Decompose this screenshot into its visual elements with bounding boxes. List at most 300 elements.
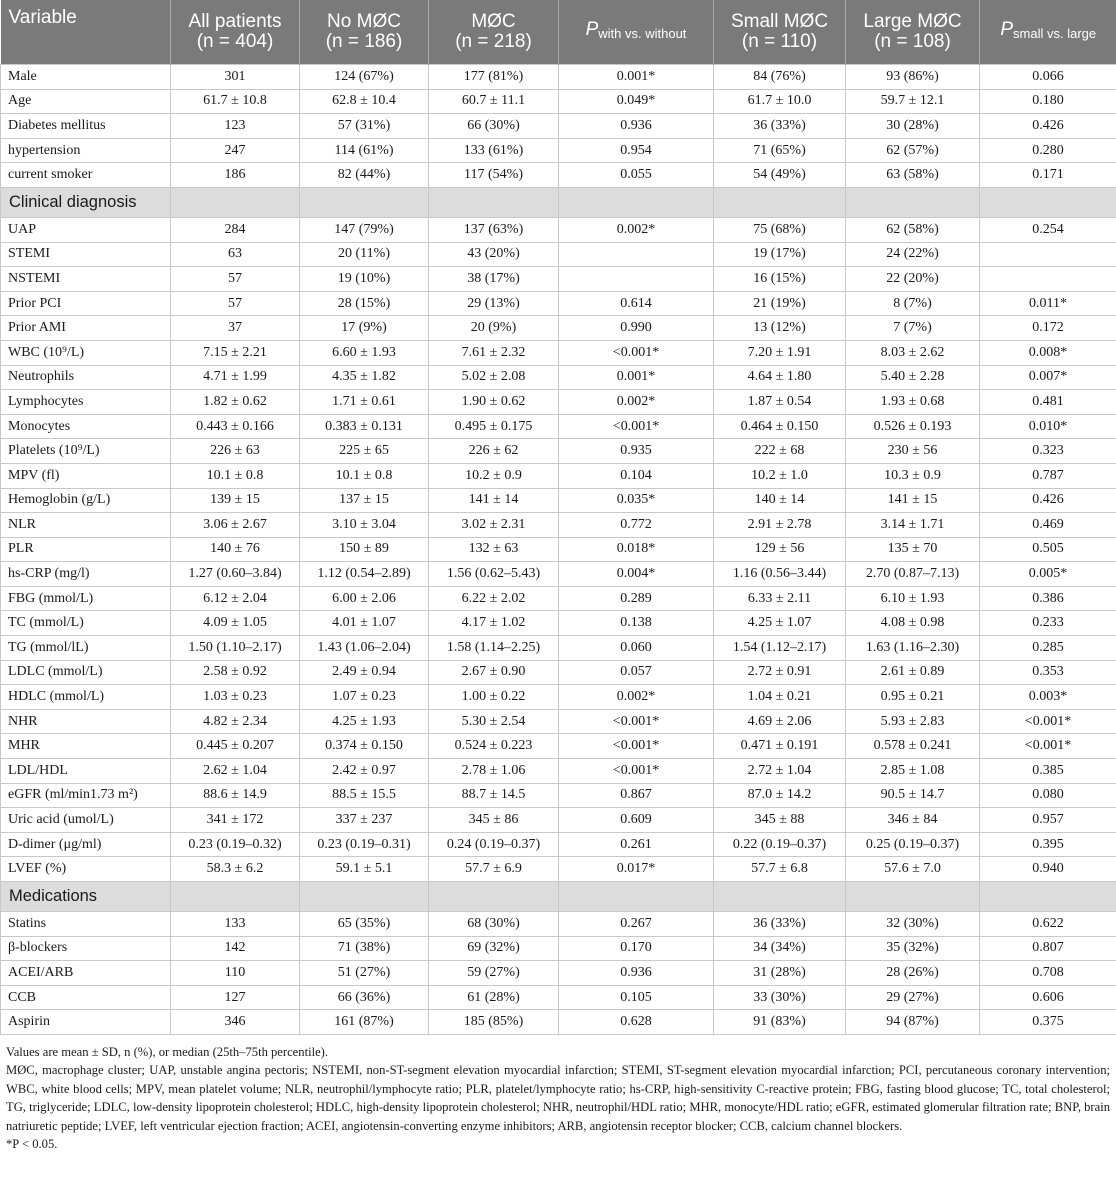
value-cell: 16 (15%) [714,267,846,292]
value-cell: 0.049* [559,89,714,114]
variable-cell: Uric acid (umol/L) [1,808,171,833]
value-cell: 10.1 ± 0.8 [300,463,429,488]
value-cell: 0.622 [980,912,1116,937]
table-row [1,488,1116,513]
value-cell: 0.104 [559,463,714,488]
value-cell: <0.001* [559,734,714,759]
table-row [1,611,1116,636]
variable-cell: UAP [1,217,171,242]
section-row [1,187,1116,217]
value-cell: 4.82 ± 2.34 [171,709,300,734]
value-cell: 1.27 (0.60–3.84) [171,562,300,587]
value-cell: 0.481 [980,390,1116,415]
value-cell: 0.708 [980,961,1116,986]
value-cell: 247 [171,138,300,163]
value-cell: 0.001* [559,365,714,390]
value-cell: 19 (10%) [300,267,429,292]
value-cell: 0.002* [559,685,714,710]
value-cell: 0.936 [559,114,714,139]
value-cell: 65 (35%) [300,912,429,937]
value-cell: 1.71 ± 0.61 [300,390,429,415]
value-cell: 114 (61%) [300,138,429,163]
value-cell: 2.62 ± 1.04 [171,759,300,784]
value-cell: 0.495 ± 0.175 [429,414,559,439]
variable-cell: STEMI [1,242,171,267]
variable-cell: MHR [1,734,171,759]
value-cell: 17 (9%) [300,316,429,341]
value-cell: 57.7 ± 6.8 [714,857,846,882]
table-row [1,291,1116,316]
value-cell: 0.469 [980,513,1116,538]
value-cell: 0.105 [559,985,714,1010]
section-empty-cell [171,187,300,217]
value-cell: 137 (63%) [429,217,559,242]
value-cell: 139 ± 15 [171,488,300,513]
variable-cell: HDLC (mmol/L) [1,685,171,710]
value-cell: 2.70 (0.87–7.13) [846,562,980,587]
value-cell: 63 (58%) [846,163,980,188]
value-cell: 0.471 ± 0.191 [714,734,846,759]
table-row [1,217,1116,242]
header-large-moc: Large MØC (n = 108) [846,0,980,65]
value-cell: 7.20 ± 1.91 [714,340,846,365]
value-cell: 1.54 (1.12–2.17) [714,636,846,661]
header-all-patients: All patients (n = 404) [171,0,300,65]
value-cell: 225 ± 65 [300,439,429,464]
header-small-moc: Small MØC (n = 110) [714,0,846,65]
value-cell: 1.87 ± 0.54 [714,390,846,415]
footnote-values: Values are mean ± SD, n (%), or median (25th–75th percentile). [6,1044,329,1059]
value-cell: 0.066 [980,65,1116,90]
section-empty-cell [980,187,1116,217]
variable-cell: Statins [1,912,171,937]
value-cell: 0.23 (0.19–0.31) [300,832,429,857]
value-cell: 0.080 [980,783,1116,808]
value-cell: 36 (33%) [714,912,846,937]
table-row [1,316,1116,341]
variable-cell: Monocytes [1,414,171,439]
value-cell: 0.990 [559,316,714,341]
variable-cell: D-dimer (μg/ml) [1,832,171,857]
value-cell: 0.25 (0.19–0.37) [846,832,980,857]
value-cell: 37 [171,316,300,341]
value-cell: 3.06 ± 2.67 [171,513,300,538]
value-cell: 226 ± 62 [429,439,559,464]
value-cell: 345 ± 86 [429,808,559,833]
variable-cell: Male [1,65,171,90]
value-cell: 4.25 ± 1.93 [300,709,429,734]
value-cell: 1.12 (0.54–2.89) [300,562,429,587]
value-cell: 341 ± 172 [171,808,300,833]
value-cell: 36 (33%) [714,114,846,139]
table-row [1,65,1116,90]
value-cell: 0.005* [980,562,1116,587]
value-cell: 93 (86%) [846,65,980,90]
value-cell: 0.057 [559,660,714,685]
value-cell: 57 (31%) [300,114,429,139]
value-cell: 1.04 ± 0.21 [714,685,846,710]
value-cell: 284 [171,217,300,242]
table-row [1,414,1116,439]
value-cell: 0.609 [559,808,714,833]
variable-cell: TG (mmol/lL) [1,636,171,661]
value-cell: 0.807 [980,936,1116,961]
footnote-abbreviations: MØC, macrophage cluster; UAP, unstable angina pectoris; NSTEMI, non-ST-segment elevation myocardial infarction; STEMI, ST-segment elevation myocardial infarction; PCI, percutaneous coronary intervention; WBC, white blood cells; MPV, mean platelet volume; NLR, neutrophil/lymphocyte ratio; PLR, platelet/lymphocyte ratio; hs-CRP, high-sensitivity C-reactive protein; FBG, fasting blood glucose; TC, total cholesterol; TG, triglyceride; LDLC, low-density lipoprotein cholesterol; HDLC, high-density lipoprotein cholesterol; NHR, neutrophil/HDL ratio; MHR, monocyte/HDL ratio; eGFR, estimated glomerular filtration rate; BNP, brain natriuretic peptide; LVEF, left ventricular ejection fraction; ACEI, angiotensin-converting enzyme inhibitors; ARB, angiotensin receptor blocker; CCB, calcium channel blockers. [6,1063,1110,1133]
value-cell: 90.5 ± 14.7 [846,783,980,808]
variable-cell: Prior PCI [1,291,171,316]
value-cell: 21 (19%) [714,291,846,316]
value-cell: 0.010* [980,414,1116,439]
table-footnotes [0,1035,1116,1154]
value-cell: 84 (76%) [714,65,846,90]
section-title: Medications [1,882,171,912]
variable-cell: Neutrophils [1,365,171,390]
variable-cell: current smoker [1,163,171,188]
value-cell: 35 (32%) [846,936,980,961]
table-row [1,439,1116,464]
value-cell: <0.001* [980,734,1116,759]
section-empty-cell [300,882,429,912]
value-cell: 61.7 ± 10.8 [171,89,300,114]
value-cell: 0.383 ± 0.131 [300,414,429,439]
value-cell: 0.443 ± 0.166 [171,414,300,439]
value-cell: 0.170 [559,936,714,961]
table-row [1,912,1116,937]
table-row [1,138,1116,163]
value-cell: 2.61 ± 0.89 [846,660,980,685]
value-cell: 0.426 [980,114,1116,139]
value-cell: 43 (20%) [429,242,559,267]
value-cell: 71 (38%) [300,936,429,961]
value-cell: 0.008* [980,340,1116,365]
value-cell: 1.82 ± 0.62 [171,390,300,415]
value-cell: 129 ± 56 [714,537,846,562]
value-cell: 29 (27%) [846,985,980,1010]
section-empty-cell [171,882,300,912]
value-cell: 337 ± 237 [300,808,429,833]
value-cell: 8 (7%) [846,291,980,316]
value-cell: 4.09 ± 1.05 [171,611,300,636]
value-cell: 0.24 (0.19–0.37) [429,832,559,857]
value-cell: 0.936 [559,961,714,986]
value-cell: 4.64 ± 1.80 [714,365,846,390]
variable-cell: Lymphocytes [1,390,171,415]
value-cell: 71 (65%) [714,138,846,163]
value-cell: 88.7 ± 14.5 [429,783,559,808]
value-cell [559,267,714,292]
value-cell: 88.6 ± 14.9 [171,783,300,808]
value-cell: 147 (79%) [300,217,429,242]
value-cell: 222 ± 68 [714,439,846,464]
header-no-moc: No MØC (n = 186) [300,0,429,65]
value-cell: 19 (17%) [714,242,846,267]
value-cell: 57.7 ± 6.9 [429,857,559,882]
variable-cell: PLR [1,537,171,562]
value-cell: 133 [171,912,300,937]
value-cell: 0.23 (0.19–0.32) [171,832,300,857]
value-cell: 0.867 [559,783,714,808]
variable-cell: LDLC (mmol/L) [1,660,171,685]
variable-cell: FBG (mmol/L) [1,586,171,611]
table-row [1,163,1116,188]
value-cell: 0.614 [559,291,714,316]
table-row [1,936,1116,961]
value-cell: 32 (30%) [846,912,980,937]
value-cell: 117 (54%) [429,163,559,188]
value-cell: 22 (20%) [846,267,980,292]
value-cell: 0.940 [980,857,1116,882]
value-cell: 7.15 ± 2.21 [171,340,300,365]
value-cell: 1.56 (0.62–5.43) [429,562,559,587]
value-cell: 2.72 ± 1.04 [714,759,846,784]
value-cell: 345 ± 88 [714,808,846,833]
value-cell: 31 (28%) [714,961,846,986]
value-cell: 0.787 [980,463,1116,488]
value-cell: 0.007* [980,365,1116,390]
value-cell: 1.03 ± 0.23 [171,685,300,710]
value-cell: 20 (11%) [300,242,429,267]
value-cell: 66 (36%) [300,985,429,1010]
value-cell: 2.85 ± 1.08 [846,759,980,784]
value-cell: 0.289 [559,586,714,611]
table-row [1,267,1116,292]
value-cell: 135 ± 70 [846,537,980,562]
value-cell: 0.954 [559,138,714,163]
value-cell: 2.49 ± 0.94 [300,660,429,685]
value-cell: <0.001* [559,414,714,439]
value-cell: <0.001* [980,709,1116,734]
value-cell: 0.017* [559,857,714,882]
value-cell: 0.524 ± 0.223 [429,734,559,759]
value-cell: 61.7 ± 10.0 [714,89,846,114]
value-cell: 4.08 ± 0.98 [846,611,980,636]
value-cell: 0.004* [559,562,714,587]
value-cell: 1.93 ± 0.68 [846,390,980,415]
value-cell: 0.254 [980,217,1116,242]
value-cell: 7 (7%) [846,316,980,341]
header-variable: Variable [1,0,171,65]
value-cell: 1.90 ± 0.62 [429,390,559,415]
value-cell: 0.002* [559,217,714,242]
table-row [1,365,1116,390]
value-cell: 226 ± 63 [171,439,300,464]
section-empty-cell [846,882,980,912]
value-cell: 0.055 [559,163,714,188]
value-cell: 0.606 [980,985,1116,1010]
value-cell: 3.14 ± 1.71 [846,513,980,538]
value-cell: 4.69 ± 2.06 [714,709,846,734]
table-row [1,783,1116,808]
variable-cell: WBC (10⁹/L) [1,340,171,365]
variable-cell: Age [1,89,171,114]
value-cell: 1.07 ± 0.23 [300,685,429,710]
value-cell: 63 [171,242,300,267]
value-cell: 28 (26%) [846,961,980,986]
value-cell: 34 (34%) [714,936,846,961]
value-cell: 10.1 ± 0.8 [171,463,300,488]
value-cell: 0.374 ± 0.150 [300,734,429,759]
value-cell: 1.50 (1.10–2.17) [171,636,300,661]
value-cell: 1.00 ± 0.22 [429,685,559,710]
value-cell: 6.60 ± 1.93 [300,340,429,365]
value-cell: 7.61 ± 2.32 [429,340,559,365]
value-cell: 185 (85%) [429,1010,559,1035]
section-empty-cell [846,187,980,217]
variable-cell: NSTEMI [1,267,171,292]
value-cell: 2.58 ± 0.92 [171,660,300,685]
value-cell: 59.1 ± 5.1 [300,857,429,882]
value-cell: 0.353 [980,660,1116,685]
value-cell: 0.138 [559,611,714,636]
value-cell: 8.03 ± 2.62 [846,340,980,365]
value-cell: 51 (27%) [300,961,429,986]
value-cell: 0.172 [980,316,1116,341]
section-empty-cell [300,187,429,217]
value-cell: 0.22 (0.19–0.37) [714,832,846,857]
table-row [1,114,1116,139]
value-cell: 0.95 ± 0.21 [846,685,980,710]
value-cell: 3.02 ± 2.31 [429,513,559,538]
value-cell: 0.323 [980,439,1116,464]
value-cell: 0.171 [980,163,1116,188]
value-cell: 0.018* [559,537,714,562]
value-cell: 69 (32%) [429,936,559,961]
value-cell: 142 [171,936,300,961]
table-row [1,961,1116,986]
variable-cell: NLR [1,513,171,538]
variable-cell: MPV (fl) [1,463,171,488]
value-cell: 0.375 [980,1010,1116,1035]
value-cell: 57.6 ± 7.0 [846,857,980,882]
value-cell: 87.0 ± 14.2 [714,783,846,808]
section-empty-cell [980,882,1116,912]
header-p-small-vs-large: Psmall vs. large [980,0,1116,65]
section-empty-cell [714,187,846,217]
value-cell: 75 (68%) [714,217,846,242]
table-header [1,0,1116,65]
value-cell: 3.10 ± 3.04 [300,513,429,538]
value-cell: 4.71 ± 1.99 [171,365,300,390]
variable-cell: hs-CRP (mg/l) [1,562,171,587]
value-cell: 141 ± 15 [846,488,980,513]
variable-cell: ACEI/ARB [1,961,171,986]
value-cell: 0.464 ± 0.150 [714,414,846,439]
table-row [1,709,1116,734]
value-cell: 10.3 ± 0.9 [846,463,980,488]
variable-cell: TC (mmol/L) [1,611,171,636]
value-cell: 2.91 ± 2.78 [714,513,846,538]
value-cell: 82 (44%) [300,163,429,188]
section-empty-cell [429,882,559,912]
variable-cell: Aspirin [1,1010,171,1035]
value-cell: 0.935 [559,439,714,464]
value-cell: 0.060 [559,636,714,661]
table-body [1,65,1116,1035]
value-cell: 6.33 ± 2.11 [714,586,846,611]
value-cell: 0.426 [980,488,1116,513]
value-cell: 0.386 [980,586,1116,611]
value-cell: 28 (15%) [300,291,429,316]
table-row [1,537,1116,562]
value-cell: 10.2 ± 0.9 [429,463,559,488]
table-row [1,586,1116,611]
value-cell: 2.67 ± 0.90 [429,660,559,685]
value-cell: 61 (28%) [429,985,559,1010]
value-cell: 33 (30%) [714,985,846,1010]
value-cell: 0.385 [980,759,1116,784]
value-cell: 0.505 [980,537,1116,562]
variable-cell: Diabetes mellitus [1,114,171,139]
value-cell: 30 (28%) [846,114,980,139]
value-cell: 137 ± 15 [300,488,429,513]
table-row [1,340,1116,365]
value-cell: <0.001* [559,340,714,365]
value-cell: 6.00 ± 2.06 [300,586,429,611]
value-cell: 301 [171,65,300,90]
value-cell: 38 (17%) [429,267,559,292]
value-cell: 0.233 [980,611,1116,636]
value-cell: 24 (22%) [846,242,980,267]
value-cell: 161 (87%) [300,1010,429,1035]
value-cell: 2.72 ± 0.91 [714,660,846,685]
value-cell: 0.035* [559,488,714,513]
value-cell: 0.011* [980,291,1116,316]
section-empty-cell [559,187,714,217]
variable-cell: NHR [1,709,171,734]
variable-cell: Prior AMI [1,316,171,341]
value-cell: 133 (61%) [429,138,559,163]
value-cell: 0.628 [559,1010,714,1035]
value-cell: 1.58 (1.14–2.25) [429,636,559,661]
section-empty-cell [429,187,559,217]
value-cell: 4.17 ± 1.02 [429,611,559,636]
value-cell: 177 (81%) [429,65,559,90]
value-cell: 0.445 ± 0.207 [171,734,300,759]
value-cell: 5.40 ± 2.28 [846,365,980,390]
value-cell: 88.5 ± 15.5 [300,783,429,808]
table-row [1,89,1116,114]
value-cell: 57 [171,267,300,292]
value-cell: 123 [171,114,300,139]
table-row [1,463,1116,488]
value-cell: 68 (30%) [429,912,559,937]
value-cell: 0.772 [559,513,714,538]
value-cell: 5.02 ± 2.08 [429,365,559,390]
variable-cell: CCB [1,985,171,1010]
value-cell: 10.2 ± 1.0 [714,463,846,488]
footnote-significance: *P < 0.05. [6,1137,58,1152]
variable-cell: eGFR (ml/min1.73 m²) [1,783,171,808]
table-row [1,242,1116,267]
value-cell: 0.001* [559,65,714,90]
table-row [1,985,1116,1010]
value-cell: 110 [171,961,300,986]
table-row [1,513,1116,538]
table-row [1,660,1116,685]
value-cell: 5.93 ± 2.83 [846,709,980,734]
value-cell: 5.30 ± 2.54 [429,709,559,734]
value-cell: 141 ± 14 [429,488,559,513]
value-cell: 6.12 ± 2.04 [171,586,300,611]
section-empty-cell [714,882,846,912]
value-cell: 0.267 [559,912,714,937]
header-p-with-vs-without: Pwith vs. without [559,0,714,65]
table-row [1,1010,1116,1035]
table-row [1,390,1116,415]
table-row [1,734,1116,759]
variable-cell: β-blockers [1,936,171,961]
header-moc: MØC (n = 218) [429,0,559,65]
